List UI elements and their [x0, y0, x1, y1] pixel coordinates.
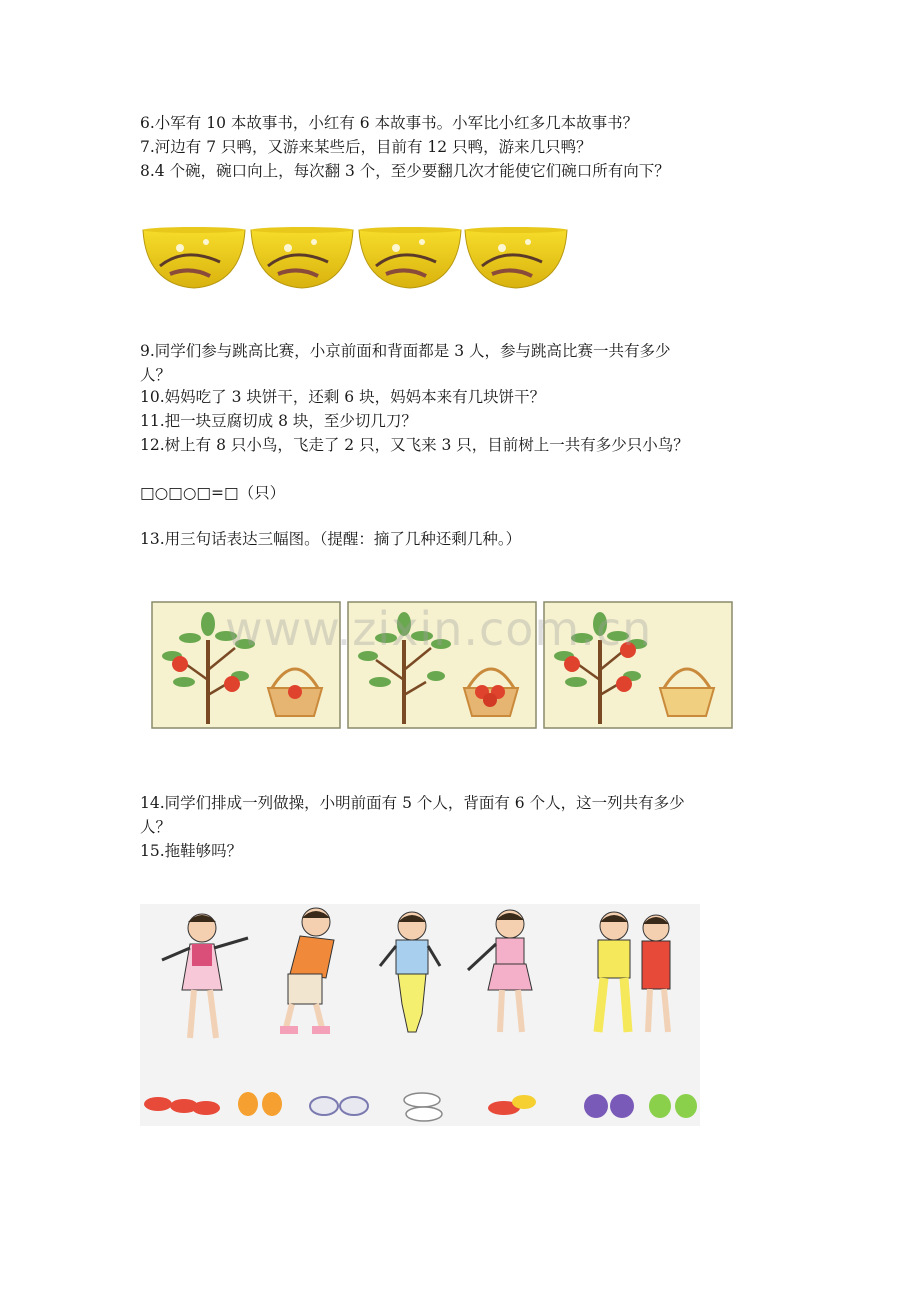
- children-slippers-image: [140, 904, 700, 1126]
- bowl-1: [143, 227, 245, 288]
- question-8: 8.4 个碗，碗口向上，每次翻 3 个，至少要翻几次才能使它们碗口所有向下？: [140, 162, 670, 180]
- watermark: www.zixin.com.cn: [225, 602, 653, 656]
- question-12: 12.树上有 8 只小鸟，飞走了 2 只，又飞来 3 只，目前树上一共有多少只小鸟？: [140, 436, 689, 454]
- question-10: 10.妈妈吃了 3 块饼干，还剩 6 块，妈妈本来有几块饼干？: [140, 388, 546, 406]
- question-11: 11.把一块豆腐切成 8 块，至少切几刀？: [140, 412, 417, 430]
- question-13: 13.用三句话表达三幅图。（提醒：摘了几种还剩几种。）: [140, 530, 522, 548]
- question-9-line-2: 人？: [140, 366, 172, 384]
- question-7: 7.河边有 7 只鸭，又游来某些后，目前有 12 只鸭，游来几只鸭？: [140, 138, 592, 156]
- bowls-image: [140, 226, 570, 292]
- question-14-line-1: 14.同学们排成一列做操，小明前面有 5 个人，背面有 6 个人，这一列共有多少: [140, 794, 685, 812]
- bowl-2: [251, 227, 353, 288]
- question-9-line-1: 9.同学们参与跳高比赛，小京前面和背面都是 3 人，参与跳高比赛一共有多少: [140, 342, 671, 360]
- question-12-formula: □○□○□=□（只）: [140, 484, 286, 502]
- bowl-3: [359, 227, 461, 288]
- question-6: 6.小军有 10 本故事书，小红有 6 本故事书。小军比小红多几本故事书？: [140, 114, 639, 132]
- bowl-4: [465, 227, 567, 288]
- question-15: 15.拖鞋够吗？: [140, 842, 243, 860]
- question-14-line-2: 人？: [140, 818, 172, 836]
